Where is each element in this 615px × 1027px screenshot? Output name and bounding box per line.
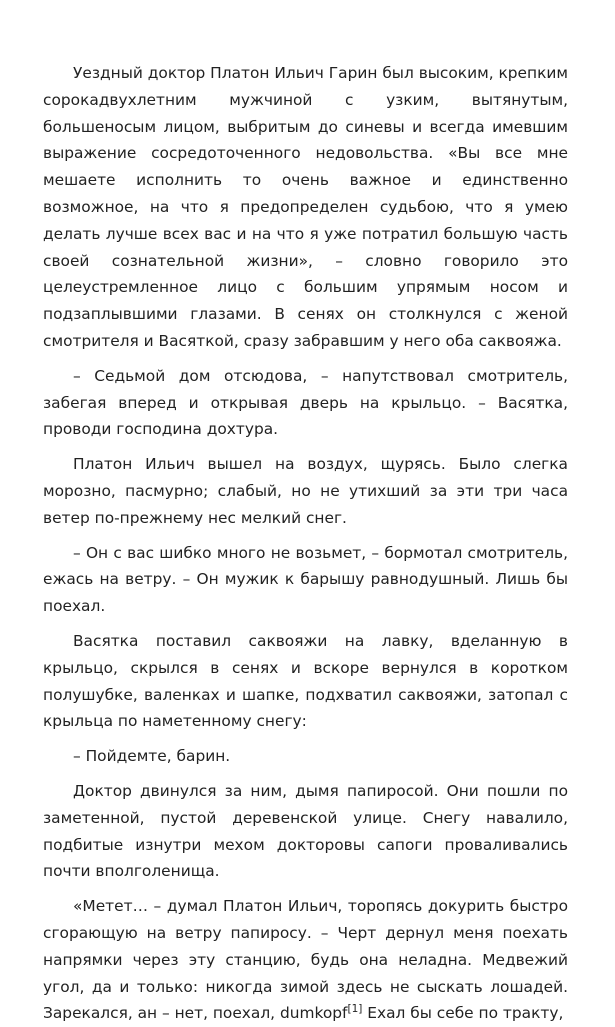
- paragraph-8-text-after: Ехал бы себе по тракту,: [362, 1004, 564, 1023]
- paragraph-6: – Пойдемте, барин.: [73, 747, 231, 766]
- paragraph-3: Платон Ильич вышел на воздух, щурясь. Было слегка морозно, пасмурно; слабый, но не утихший за эти три часа ветер по-прежнему нес мелкий снег.: [43, 455, 568, 527]
- paragraph-8-text-before: «Метет… – думал Платон Ильич, торопясь докурить быстро сгорающую на ветру папиросу. – Черт дернул меня поехать напрямки через эту станцию, будь она неладна. Медвежий угол, да и только: никогда зимой здесь не сыскать лошадей. Зарекался, ан – нет, поехал, dumkopf: [43, 897, 568, 1023]
- footnote-reference-link[interactable]: [1]: [347, 1003, 363, 1016]
- paragraph-8: [43, 893, 568, 1027]
- paragraph-7: Доктор двинулся за ним, дымя папиросой. Они пошли по заметенной, пустой деревенской улице. Снегу навалило, подбитые изнутри мехом докторовы сапоги проваливались почти вполголенища.: [43, 781, 568, 881]
- paragraph-4: – Он с вас шибко много не возьмет, – бормотал смотритель, ежась на ветру. – Он мужик к барышу равнодушный. Лишь бы поехал.: [43, 543, 568, 616]
- book-page: [43, 60, 568, 1023]
- paragraph-2: – Седьмой дом отсюдова, – напутствовал смотритель, забегая вперед и открывая дверь на крыльцо. – Васятка, проводи господина дохтура.: [43, 366, 568, 439]
- paragraph-1: Уездный доктор Платон Ильич Гарин был высоким, крепким сорокадвухлетним мужчиной с узким, вытянутым, большеносым лицом, выбритым до синевы и всегда имевшим выражение сосредоточенного недовольства. «Вы все мне мешаете исполнить то очень важное и единственно возможное, на что я предопределен судьбою, что я умею делать лучше всех вас и на что я уже потратил большую часть своей сознательной жизни», – словно говорило это целеустремленное лицо с большим упрямым носом и подзаплывшими глазами. В сенях он столкнулся с женой смотрителя и Васяткой, сразу забравшим у него оба саквояжа.: [43, 64, 568, 350]
- paragraph-5: Васятка поставил саквояжи на лавку, вделанную в крыльцо, скрылся в сенях и вскоре вернулся в коротком полушубке, валенках и шапке, подхватил саквояжи, затопал с крыльца по наметенному снегу:: [43, 631, 568, 731]
